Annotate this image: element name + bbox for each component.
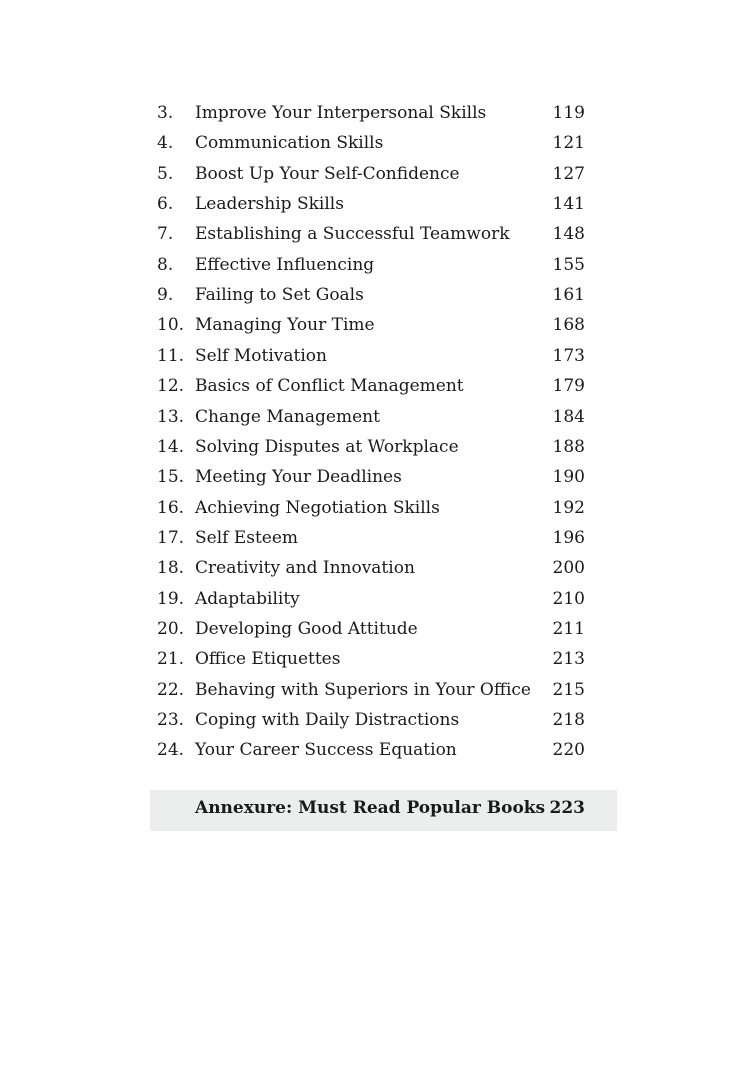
toc-entry[interactable] (0, 705, 730, 735)
toc-entry-title: Self Motivation (195, 345, 327, 366)
toc-entry-title: Communication Skills (195, 133, 384, 154)
toc-entry-page-number: 210 (552, 588, 585, 609)
toc-entry-page-number: 168 (552, 315, 585, 336)
toc-entry-title: Improve Your Interpersonal Skills (195, 103, 487, 123)
toc-entry-title: Managing Your Time (195, 315, 375, 336)
toc-entry[interactable] (0, 644, 730, 674)
toc-entry-page-number: 173 (552, 345, 585, 366)
toc-entry[interactable] (0, 735, 730, 765)
toc-entry-page-number: 121 (552, 133, 585, 154)
toc-entry-page-number: 127 (552, 163, 585, 184)
toc-entry-page-number: 213 (552, 649, 585, 670)
toc-entry[interactable] (0, 219, 730, 249)
toc-entry-number: 12. (157, 376, 185, 397)
toc-entry-number: 23. (157, 710, 185, 730)
toc-entry-title: Effective Influencing (195, 254, 375, 275)
toc-entry-number: 4. (157, 133, 174, 154)
toc-entry-title: Coping with Daily Distractions (195, 710, 460, 730)
toc-entry[interactable] (0, 189, 730, 219)
toc-entry-number: 14. (157, 436, 185, 457)
toc-entry-title: Solving Disputes at Workplace (195, 436, 459, 457)
toc-entry[interactable] (0, 432, 730, 462)
toc-entry-title: Behaving with Superiors in Your Office (195, 679, 531, 700)
toc-entry-title: Self Esteem (195, 527, 299, 548)
toc-entry-title: Meeting Your Deadlines (195, 467, 402, 488)
toc-entry-title: Basics of Conflict Management (195, 376, 464, 397)
toc-entry-page-number: 215 (552, 679, 585, 700)
toc-entry-number: 20. (157, 618, 185, 639)
toc-entry-number: 17. (157, 527, 185, 548)
toc-entry[interactable] (0, 675, 730, 705)
toc-entry-page-number: 184 (552, 406, 585, 427)
toc-entry-number: 5. (157, 163, 174, 184)
toc-entry[interactable] (0, 523, 730, 553)
toc-entry[interactable] (0, 159, 730, 189)
toc-entry-title: Establishing a Successful Teamwork (195, 224, 510, 245)
toc-entry[interactable] (0, 98, 730, 128)
toc-entry-title: Adaptability (195, 588, 300, 609)
toc-entry-title: Leadership Skills (195, 194, 344, 215)
toc-entry-page-number: 190 (552, 467, 585, 488)
toc-entry-title: Your Career Success Equation (195, 740, 457, 761)
toc-entry-title: Developing Good Attitude (195, 618, 418, 639)
toc-entry-number: 16. (157, 497, 185, 518)
annexure-page-number: 223 (549, 798, 585, 818)
toc-entry-number: 18. (157, 558, 185, 579)
toc-entry-number: 22. (157, 679, 185, 700)
toc-entry-number: 8. (157, 254, 174, 275)
toc-entry[interactable] (0, 128, 730, 158)
toc-entry-title: Creativity and Innovation (195, 558, 415, 579)
toc-entry-page-number: 148 (552, 224, 585, 245)
toc-entry-number: 11. (157, 345, 185, 366)
toc-entry[interactable] (0, 584, 730, 614)
toc-entry-title: Failing to Set Goals (195, 285, 364, 306)
toc-entry-page-number: 161 (552, 285, 585, 306)
toc-entry-page-number: 119 (552, 103, 585, 123)
toc-entry[interactable] (0, 310, 730, 340)
toc-entry-page-number: 179 (552, 376, 585, 397)
toc-entry-title: Achieving Negotiation Skills (195, 497, 440, 518)
toc-entry-page-number: 200 (552, 558, 585, 579)
toc-entry-page-number: 192 (552, 497, 585, 518)
toc-entry-page-number: 155 (552, 254, 585, 275)
toc-entry-title: Boost Up Your Self-Confidence (195, 163, 460, 184)
toc-entry[interactable] (0, 493, 730, 523)
toc-entry[interactable] (0, 462, 730, 492)
toc-entry-number: 24. (157, 740, 185, 761)
toc-entry-number: 9. (157, 285, 174, 306)
toc-entry-number: 13. (157, 406, 185, 427)
toc-entry-page-number: 211 (552, 618, 585, 639)
toc-entry-title: Office Etiquettes (195, 649, 341, 670)
toc-entry-page-number: 196 (552, 527, 585, 548)
toc-entry-number: 19. (157, 588, 185, 609)
toc-entry-number: 15. (157, 467, 185, 488)
annexure-entry[interactable] (150, 790, 617, 831)
toc-entry-title: Change Management (195, 406, 380, 427)
toc-entry[interactable] (0, 280, 730, 310)
toc-entry[interactable] (0, 371, 730, 401)
toc-entry[interactable] (0, 553, 730, 583)
toc-entry-page-number: 220 (552, 740, 585, 761)
toc-entry-page-number: 141 (552, 194, 585, 215)
toc-entry-number: 7. (157, 224, 174, 245)
annexure-title: Annexure: Must Read Popular Books (195, 798, 546, 818)
toc-entry[interactable] (0, 402, 730, 432)
toc-entry-page-number: 188 (552, 436, 585, 457)
toc-entry-number: 6. (157, 194, 174, 215)
toc-entry-number: 3. (157, 103, 174, 123)
toc-entry[interactable] (0, 341, 730, 371)
toc-entry-number: 21. (157, 649, 185, 670)
toc-entry[interactable] (0, 614, 730, 644)
toc-entry-number: 10. (157, 315, 185, 336)
toc-entry[interactable] (0, 250, 730, 280)
toc-entry-page-number: 218 (552, 710, 585, 730)
